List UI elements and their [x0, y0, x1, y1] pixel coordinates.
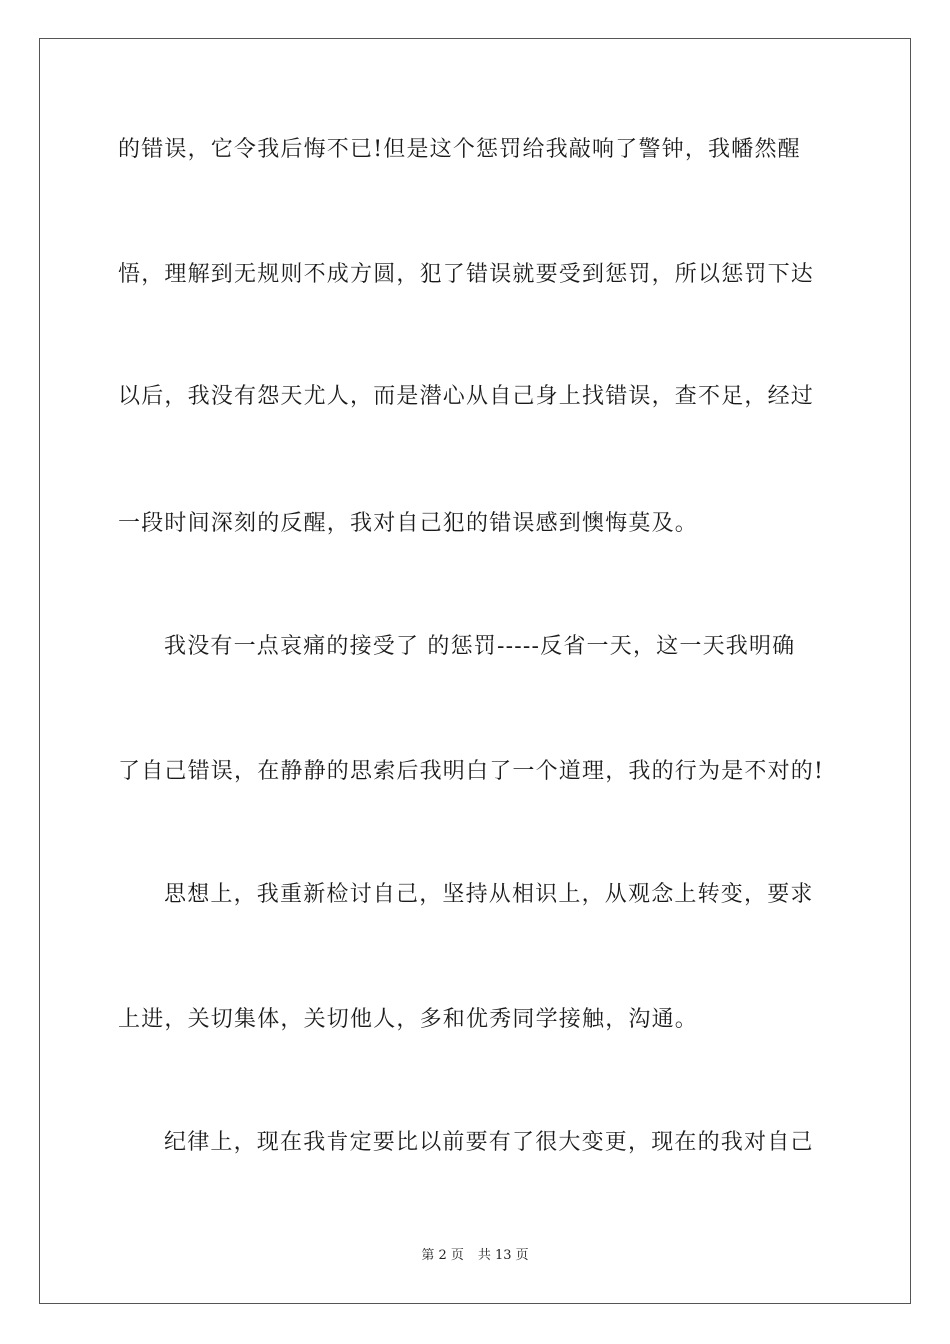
- text-line: 上进，关切集体，关切他人，多和优秀同学接触，沟通。: [118, 1007, 699, 1032]
- paragraph-first-line: 思想上，我重新检讨自己，坚持从相识上，从观念上转变，要求: [164, 882, 814, 907]
- paragraph-first-line: 我没有一点哀痛的接受了 的惩罚-----反省一天，这一天我明确: [164, 634, 796, 659]
- text-line: 了自己错误，在静静的思索后我明白了一个道理，我的行为是不对的!: [118, 759, 825, 784]
- text-line: 一段时间深刻的反醒，我对自己犯的错误感到懊悔莫及。: [118, 511, 699, 536]
- text-line: 悟，理解到无规则不成方圆，犯了错误就要受到惩罚，所以惩罚下达: [118, 262, 815, 287]
- page-frame: [39, 38, 911, 1304]
- paragraph-first-line: 纪律上，现在我肯定要比以前要有了很大变更，现在的我对自己: [164, 1130, 814, 1155]
- page-total: 共 13 页: [477, 1248, 529, 1263]
- text-line: 的错误，它令我后悔不已!但是这个惩罚给我敲响了警钟，我幡然醒: [118, 137, 801, 162]
- text-line: 以后，我没有怨天尤人，而是潜心从自己身上找错误，查不足，经过: [118, 384, 815, 409]
- page-number: 第 2 页: [421, 1248, 464, 1263]
- page-footer: [0, 1247, 950, 1265]
